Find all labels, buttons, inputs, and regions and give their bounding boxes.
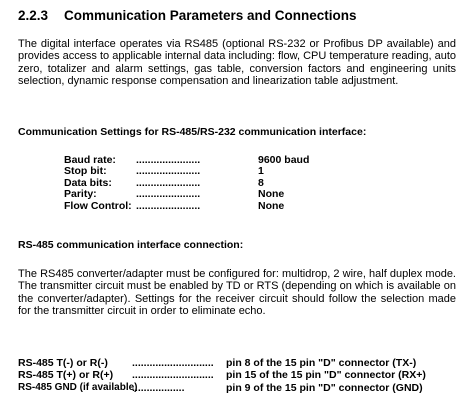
connection-value: pin 15 of the 15 pin "D" connector (RX+) [226, 369, 426, 382]
setting-value: None [258, 188, 285, 201]
connection-label: RS-485 GND (if available) [18, 381, 138, 393]
connection-row-gnd [18, 382, 426, 394]
connection-value: pin 8 of the 15 pin "D" connector (TX-) [226, 357, 417, 369]
settings-table [64, 155, 309, 212]
settings-row-parity [64, 189, 309, 200]
rs485-paragraph: The RS485 converter/adapter must be configured for: multidrop, 2 wire, half duplex mode. The transmitter circuit must be enabled by TD or RTS (depending on which is available on the converter/adapter). Settings for the receiver circuit should follow the selection made for the transmitter circuit in order to eliminate echo. [18, 268, 456, 318]
intro-paragraph: The digital interface operates via RS485 (optional RS-232 or Profibus DP available) and provides access to applicable internal data including: flow, CPU temperature reading, auto zero, totalizer and alarm settings, gas table, conversion factors and engineering units selection, dynamic response compensation and linearization table adjustment. [18, 38, 456, 88]
leader-dots: ...................... [136, 200, 201, 212]
setting-label: Data bits: [64, 176, 112, 189]
setting-value: 8 [258, 176, 264, 189]
connection-label: RS-485 T(+) or R(+) [18, 369, 114, 382]
connection-row-tx [18, 357, 426, 369]
settings-row-flow-control [64, 201, 309, 212]
leader-dots: ...................... [136, 166, 201, 178]
setting-label: Parity: [64, 188, 97, 201]
settings-heading: Communication Settings for RS-485/RS-232 communication interface: [18, 126, 367, 138]
setting-label: Stop bit: [64, 165, 107, 178]
leader-dots: ............................ [132, 369, 214, 382]
connection-row-rx [18, 369, 426, 381]
connection-value: pin 9 of the 15 pin "D" connector (GND) [226, 381, 423, 394]
section-heading [18, 8, 357, 23]
leader-dots: ...................... [136, 189, 201, 201]
leader-dots: .................. [132, 381, 185, 394]
leader-dots: ...................... [136, 155, 201, 166]
connection-heading: RS-485 communication interface connection: [18, 239, 244, 251]
section-title: Communication Parameters and Connections [64, 8, 357, 23]
leader-dots: ............................ [132, 357, 214, 369]
connection-label: RS-485 T(-) or R(-) [18, 357, 108, 369]
leader-dots: ...................... [136, 177, 201, 189]
section-number: 2.2.3 [18, 8, 49, 23]
setting-label: Baud rate: [64, 154, 116, 166]
setting-value: None [258, 199, 285, 212]
setting-label: Flow Control: [64, 199, 132, 212]
connection-table [18, 357, 426, 394]
setting-value: 9600 baud [258, 154, 310, 166]
setting-value: 1 [258, 165, 264, 178]
